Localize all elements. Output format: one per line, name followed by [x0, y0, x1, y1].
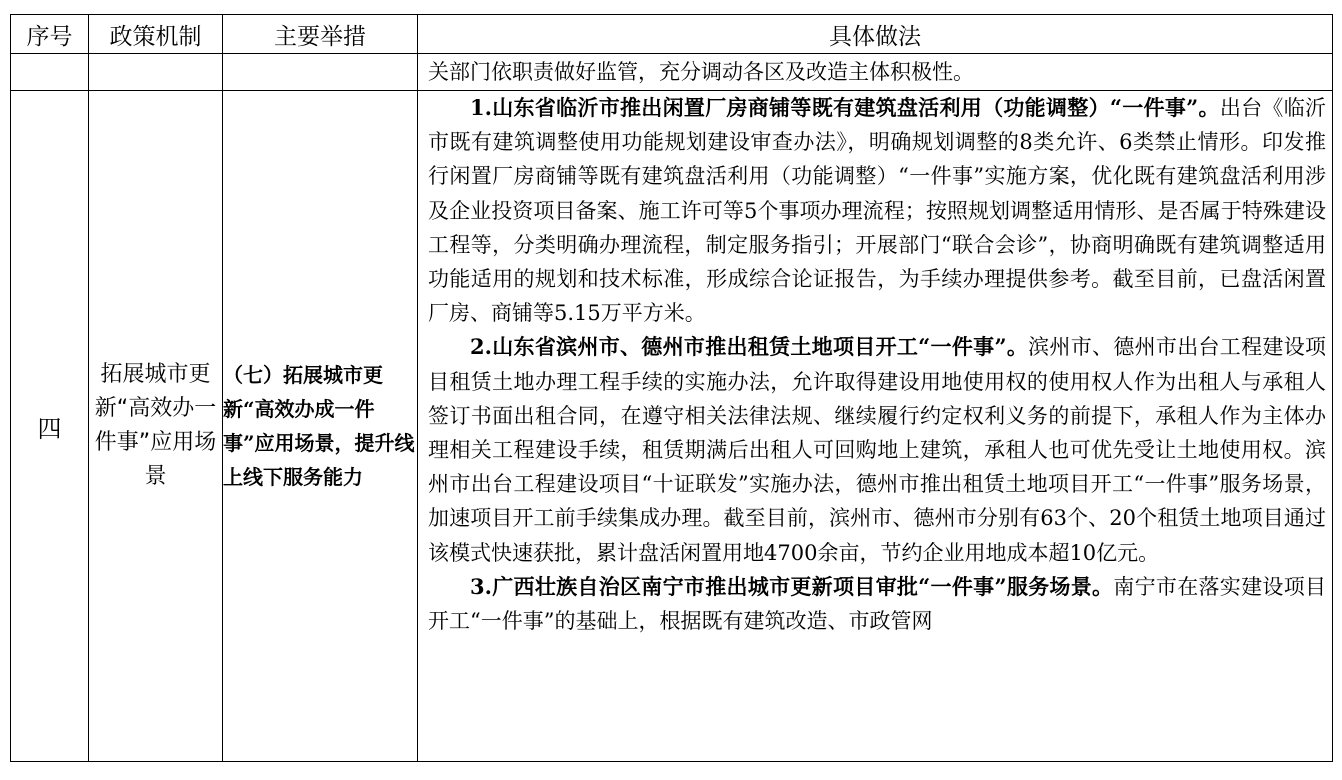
table-row	[11, 91, 1333, 762]
cont-measure-cell	[223, 54, 418, 91]
cont-seq-cell	[11, 54, 89, 91]
continuation-text: 关部门依职责做好监管，充分调动各区及改造主体积极性。	[428, 60, 974, 84]
cont-detail-cell	[418, 54, 1333, 91]
paragraph-3-body: 南宁市在落实建设项目开工“一件事”的基础上，根据既有建筑改造、市政管网	[428, 574, 1326, 634]
header-detail: 具体做法	[418, 15, 1333, 54]
header-measure: 主要举措	[223, 15, 418, 54]
row-seq: 四	[11, 91, 89, 762]
header-mechanism: 政策机制	[89, 15, 223, 54]
detail-paragraph-2	[428, 330, 1326, 569]
paragraph-3-head: 3.广西壮族自治区南宁市推出城市更新项目审批“一件事”服务场景。	[470, 573, 1114, 599]
header-seq: 序号	[11, 15, 89, 54]
cont-mechanism-cell	[89, 54, 223, 91]
paragraph-1-body: 出台《临沂市既有建筑调整使用功能规划建设审查办法》，明确规划调整的8类允许、6类禁止情形。印发推行闲置厂房商铺等既有建筑盘活利用（功能调整）“一件事”实施方案，优化既有建筑盘活利用涉及企业投资项目备案、施工许可等5个事项办理流程；按照规划调整适用情形、是否属于特殊建设工程等，分类明确办理流程，制定服务指引；开展部门“联合会诊”，协商明确既有建筑调整适用功能适用的规划和技术标准，形成综合论证报告，为手续办理提供参考。截至目前，已盘活闲置厂房、商铺等5.15万平方米。	[428, 96, 1327, 326]
paragraph-1-head: 1.山东省临沂市推出闲置厂房商铺等既有建筑盘活利用（功能调整）“一件事”。	[470, 95, 1220, 120]
detail-paragraph-3	[428, 570, 1326, 638]
row-detail	[418, 91, 1333, 762]
header-row	[11, 15, 1333, 54]
detail-paragraph-1	[428, 91, 1326, 330]
row-measure: （七）拓展城市更新“高效办成一件事”应用场景，提升线上线下服务能力	[223, 91, 418, 762]
paragraph-2-body: 滨州市、德州市出台工程建设项目租赁土地办理工程手续的实施办法，允许取得建设用地使用权的使用权人作为出租人与承租人签订书面出租合同，在遵守相关法律法规、继续履行约定权利义务的前提下，承租人作为主体办理相关工程建设手续，租赁期满后出租人可回购地上建筑，承租人也可优先受让土地使用权。滨州市出台工程建设项目“十证联发”实施办法，德州市推出租赁土地项目开工“一件事”服务场景，加速项目开工前手续集成办理。截至目前，滨州市、德州市分别有63个、20个租赁土地项目通过该模式快速获批，累计盘活闲置用地4700余亩，节约企业用地成本超10亿元。	[428, 335, 1326, 565]
row-mechanism: 拓展城市更新“高效办一件事”应用场景	[89, 91, 223, 762]
paragraph-2-head: 2.山东省滨州市、德州市推出租赁土地项目开工“一件事”。	[470, 334, 1029, 360]
detail-text-block	[418, 91, 1332, 638]
policy-table	[10, 14, 1333, 762]
continuation-row	[11, 54, 1333, 91]
